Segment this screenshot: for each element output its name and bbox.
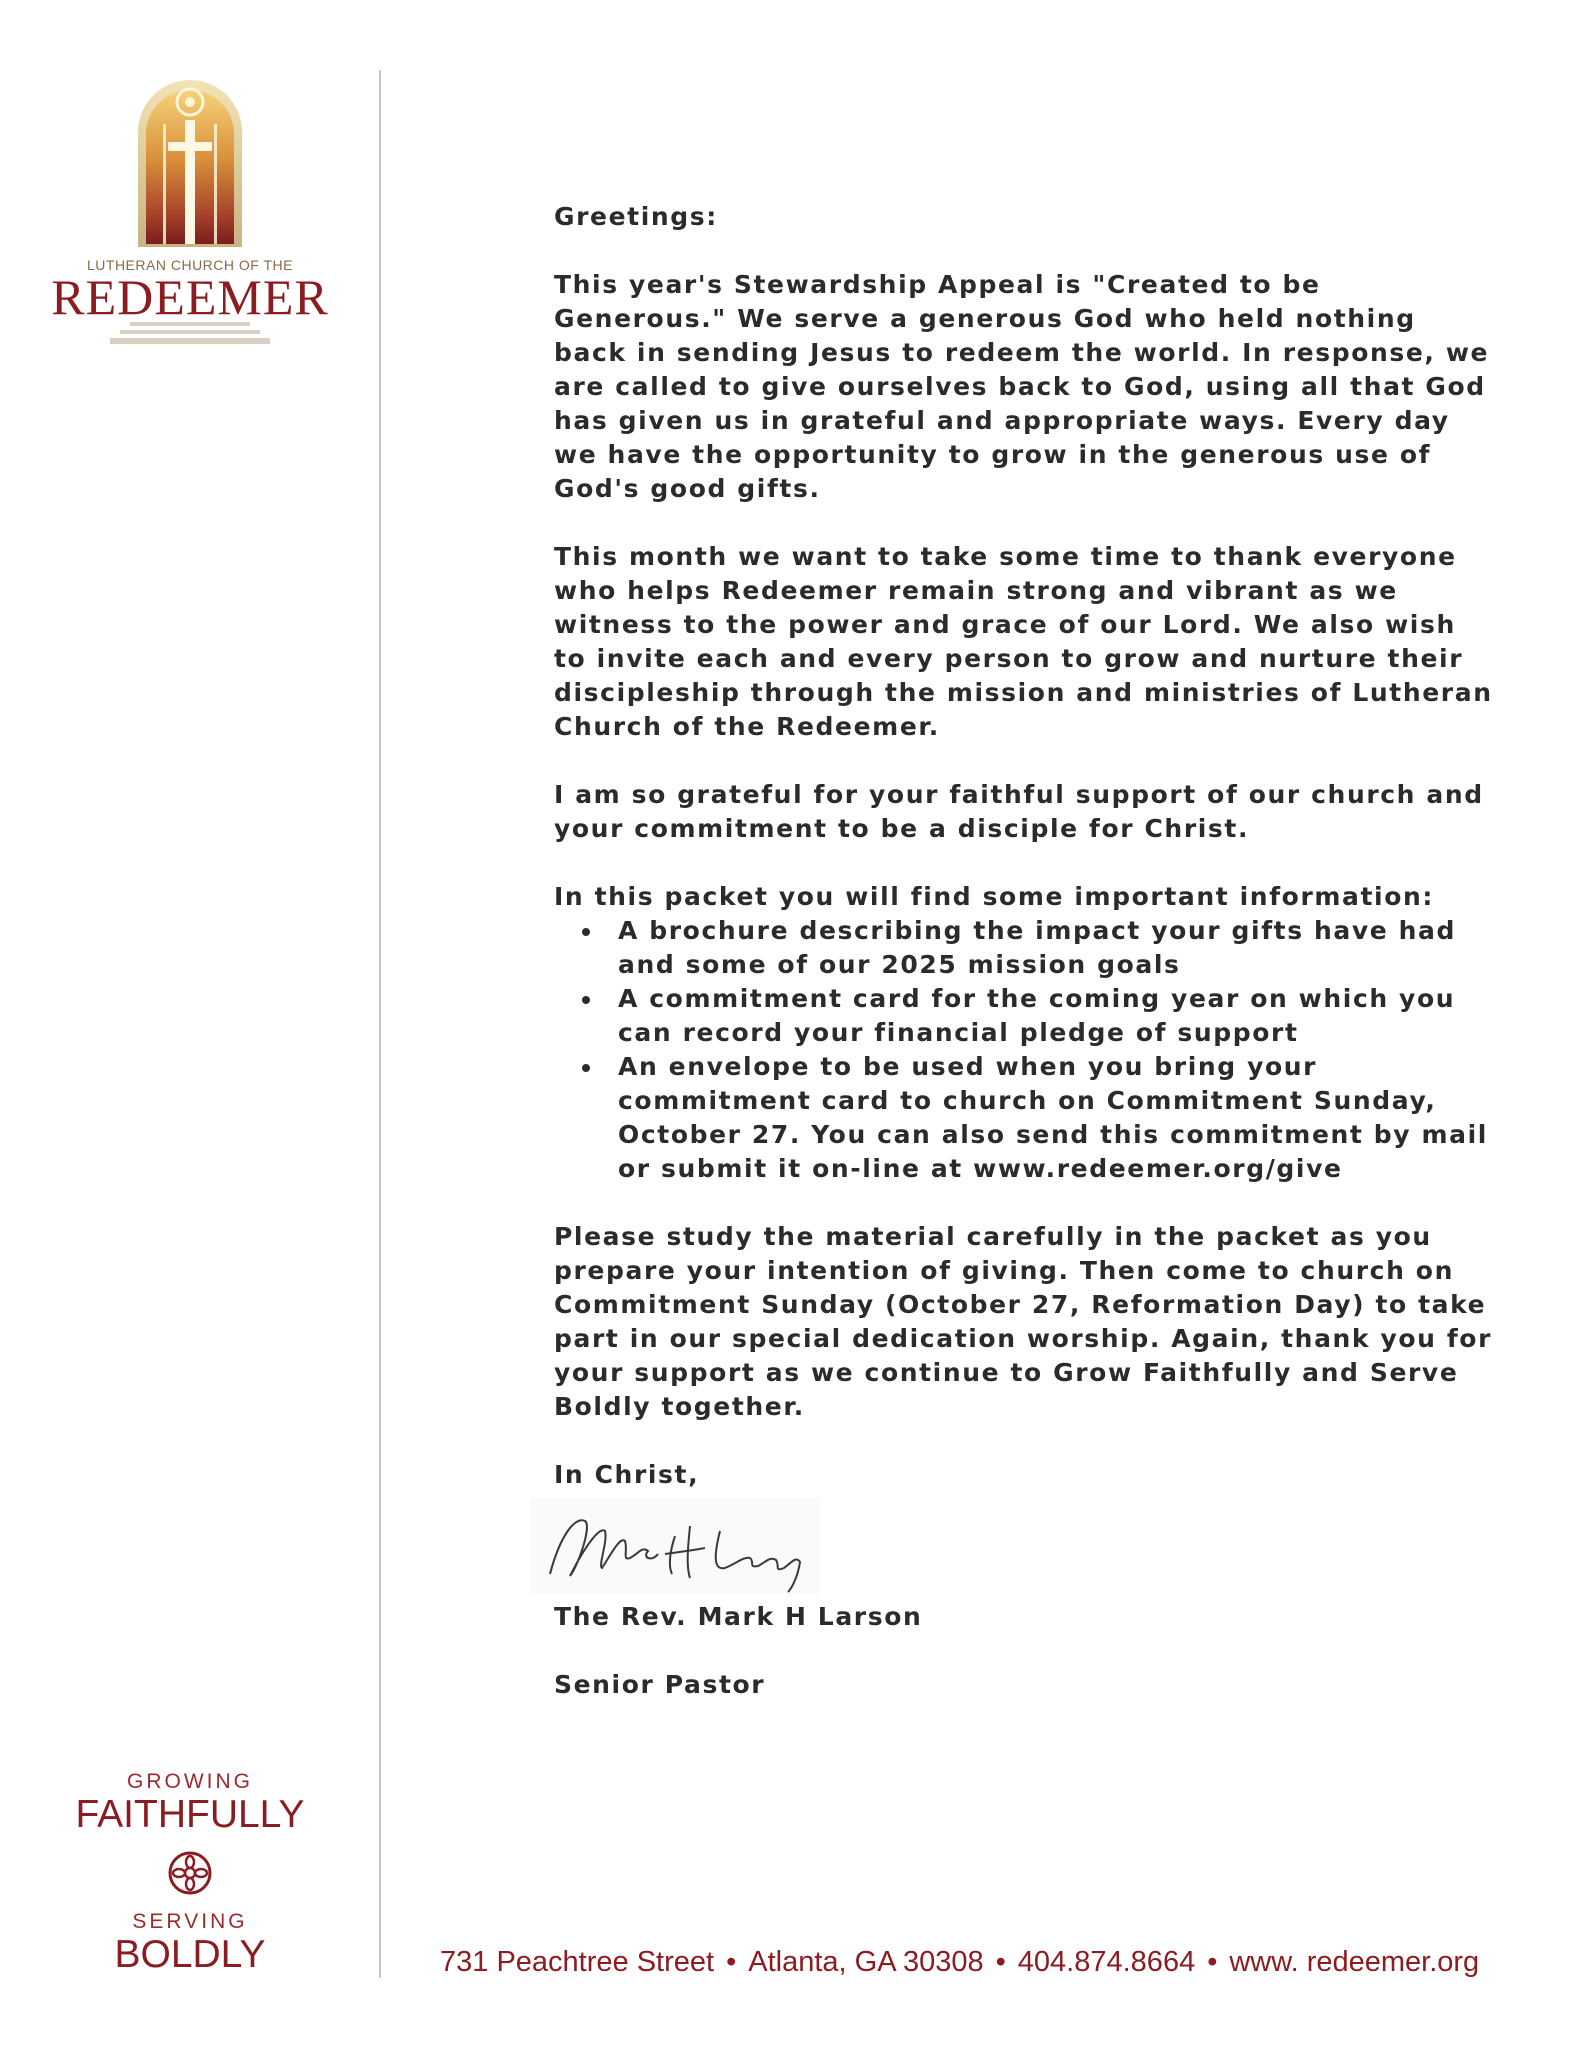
rosette-icon	[167, 1850, 213, 1896]
footer-website[interactable]: www. redeemer.org	[1229, 1946, 1480, 1978]
signature-image	[530, 1496, 830, 1596]
footer-contact	[440, 1946, 1550, 1979]
footer-address: 731 Peachtree Street	[440, 1946, 715, 1978]
letter-body	[554, 200, 1494, 1736]
separator-dot-icon: •	[726, 1946, 737, 1978]
paragraph-2: This month we want to take some time to thank everyone who helps Redeemer remain strong and vibrant as we witness to the power and grace of our Lord. We also wish to invite each and every person to grow and nurture their discipleship through the mission and ministries of Lutheran Church of the Redeemer.	[554, 542, 1493, 741]
motto-growing: GROWING	[127, 1770, 253, 1793]
motto-boldly: BOLDLY	[114, 1933, 266, 1976]
logo-title: REDEEMER	[51, 269, 329, 325]
footer-city: Atlanta, GA 30308	[748, 1946, 984, 1978]
signer-title: Senior Pastor	[554, 1670, 766, 1699]
paragraph-4: Please study the material carefully in the packet as you prepare your intention of giving. Then come to church on Commitment Sunday (October 27, Reformation Day) to take part in our special dedication worship. Again, thank you for your support as we continue to Grow Faithfully and Serve Boldly together.	[554, 1222, 1493, 1421]
church-logo	[50, 72, 330, 352]
signer-name: The Rev. Mark H Larson	[554, 1602, 923, 1631]
greeting: Greetings:	[554, 202, 718, 231]
list-item: • A commitment card for the coming year on which you can record your financial pledge of support	[604, 982, 1494, 1050]
motto-faithfully: FAITHFULLY	[75, 1793, 305, 1836]
packet-list	[554, 914, 1494, 1186]
footer-phone: 404.874.8664	[1017, 1946, 1196, 1978]
motto-serving: SERVING	[132, 1910, 248, 1933]
closing: In Christ,	[554, 1460, 700, 1489]
logo-subtitle: LUTHERAN CHURCH OF THE	[87, 257, 293, 273]
paragraph-3: I am so grateful for your faithful support of our church and your commitment to be a disciple for Christ.	[554, 780, 1484, 843]
separator-dot-icon: •	[1207, 1946, 1218, 1978]
side-motto	[50, 1770, 330, 1976]
vertical-divider	[379, 70, 381, 1978]
paragraph-1: This year's Stewardship Appeal is "Created to be Generous." We serve a generous God who held nothing back in sending Jesus to redeem the world. In response, we are called to give ourselves back to God, using all that God has given us in grateful and appropriate ways. Every day we have the opportunity to grow in the generous use of God's good gifts.	[554, 270, 1490, 503]
list-item: • A brochure describing the impact your gifts have had and some of our 2025 mission goals	[604, 914, 1494, 982]
list-item: • An envelope to be used when you bring your commitment card to church on Commitment Sunday, October 27. You can also send this commitment by mail or submit it on-line at www.redeemer.org/give	[604, 1050, 1494, 1186]
separator-dot-icon: •	[995, 1946, 1006, 1978]
signature	[530, 1496, 1494, 1596]
list-intro: In this packet you will find some important information:	[554, 882, 1434, 911]
